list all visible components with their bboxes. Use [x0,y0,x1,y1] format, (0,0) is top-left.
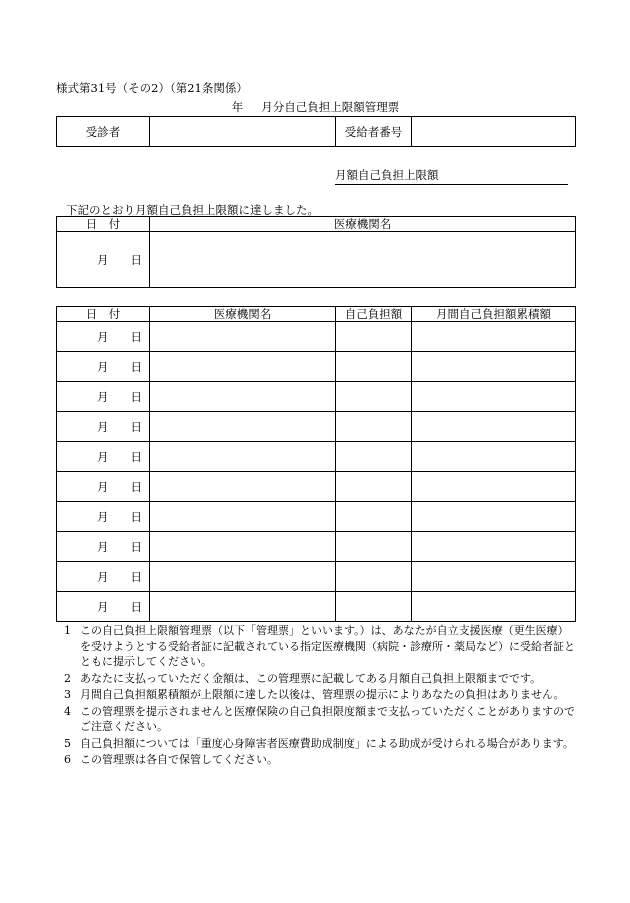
note-number: 1 [64,624,71,637]
log-cumulative-cell[interactable] [412,472,576,502]
log-institution-cell[interactable] [150,322,336,352]
note-item [56,623,575,670]
note-number: 3 [64,688,71,701]
table-row [57,322,576,352]
log-copay-cell[interactable] [336,352,412,382]
notice-text: 下記のとおり月額自己負担上限額に達しました。 [66,203,319,217]
log-institution-cell[interactable] [150,532,336,562]
day-label: 日 [130,509,142,524]
log-institution-cell[interactable] [150,502,336,532]
log-date-cell[interactable] [57,322,150,352]
log-cumulative-cell[interactable] [412,532,576,562]
day-label: 日 [130,359,142,374]
note-item [56,671,575,687]
table-row [57,352,576,382]
log-cumulative-cell[interactable] [412,352,576,382]
log-cumulative-cell[interactable] [412,442,576,472]
log-cumulative-cell[interactable] [412,502,576,532]
log-date-cell[interactable] [57,412,150,442]
day-label: 日 [130,252,142,267]
log-copay-cell[interactable] [336,442,412,472]
reached-date-cell[interactable] [57,232,150,288]
note-text: 月間自己負担額累積額が上限額に達した以後は、管理票の提示によりあなたの負担はありません。 [80,688,565,701]
log-institution-cell[interactable] [150,412,336,442]
note-text: この管理票は各自で保管してください。 [80,753,278,766]
reached-date-header: 日 付 [57,217,150,232]
month-label: 月 [97,449,109,464]
reached-institution-cell[interactable] [150,232,576,288]
log-copay-cell[interactable] [336,532,412,562]
note-item [56,687,575,703]
month-label: 月 [97,252,109,267]
table-row [57,502,576,532]
log-cumulative-cell[interactable] [412,382,576,412]
day-label: 日 [130,419,142,434]
note-text: この自己負担上限額管理票（以下「管理票」といいます。）は、あなたが自立支援医療（更生医療）を受けようとする受給者証に記載されている指定医療機関（病院・診療所・薬局など）に受給者証とともに提示してください。 [80,624,575,668]
reached-institution-header: 医療機関名 [150,217,576,232]
note-number: 5 [64,736,71,750]
log-date-cell[interactable] [57,472,150,502]
patient-field[interactable] [150,117,336,147]
day-label: 日 [130,329,142,344]
day-label: 日 [130,539,142,554]
recipient-number-field[interactable] [412,117,576,147]
day-label: 日 [130,569,142,584]
table-row [57,592,576,622]
log-copay-cell[interactable] [336,472,412,502]
note-text: この管理票を提示されませんと医療保険の自己負担限度額まで支払っていただくことがありますのでご注意ください。 [80,704,575,733]
month-label: 月 [97,569,109,584]
log-cumulative-cell[interactable] [412,412,576,442]
log-institution-cell[interactable] [150,382,336,412]
month-label: 月 [97,479,109,494]
day-label: 日 [130,449,142,464]
note-text: あなたに支払っていただく金額は、この管理票に記載してある月額自己負担上限額までです。 [80,671,542,685]
log-institution-header: 医療機関名 [150,307,336,322]
log-institution-cell[interactable] [150,562,336,592]
log-date-cell[interactable] [57,382,150,412]
table-row [57,382,576,412]
document-title [56,99,575,115]
log-cumulative-header: 月間自己負担額累積額 [412,307,576,322]
note-item [56,752,575,768]
log-institution-cell[interactable] [150,442,336,472]
log-date-header: 日 付 [57,307,150,322]
log-cumulative-cell[interactable] [412,322,576,352]
month-label: 月 [97,509,109,524]
patient-label: 受診者 [57,117,150,147]
patient-info-table [56,116,576,147]
month-label: 月 [97,539,109,554]
log-date-cell[interactable] [57,592,150,622]
month-label: 月 [97,419,109,434]
log-cumulative-cell[interactable] [412,592,576,622]
recipient-number-label: 受給者番号 [336,117,412,147]
log-copay-cell[interactable] [336,592,412,622]
log-copay-cell[interactable] [336,562,412,592]
day-label: 日 [130,599,142,614]
log-cumulative-cell[interactable] [412,562,576,592]
note-number: 4 [64,704,71,718]
table-row [57,412,576,442]
monthly-limit-label: 月額自己負担上限額 [335,167,568,185]
log-date-cell[interactable] [57,562,150,592]
log-date-cell[interactable] [57,442,150,472]
log-copay-cell[interactable] [336,382,412,412]
month-label: 月 [97,329,109,344]
log-date-cell[interactable] [57,532,150,562]
log-institution-cell[interactable] [150,592,336,622]
copay-log-table [56,306,576,622]
limit-reached-table [56,216,576,288]
note-number: 2 [64,671,71,685]
log-copay-header: 自己負担額 [336,307,412,322]
title-year: 年 [231,100,244,114]
log-institution-cell[interactable] [150,352,336,382]
month-label: 月 [97,599,109,614]
table-row [57,532,576,562]
notes-section [56,623,575,769]
log-copay-cell[interactable] [336,502,412,532]
table-row [57,472,576,502]
log-copay-cell[interactable] [336,322,412,352]
month-label: 月 [97,359,109,374]
note-text: 自己負担額については「重度心身障害者医療費助成制度」による助成が受けられる場合があります。 [80,736,574,750]
note-item [56,704,575,735]
log-date-cell[interactable] [57,352,150,382]
day-label: 日 [130,479,142,494]
form-code: 様式第31号（その2）（第21条関係） [56,81,248,95]
title-text: 月分自己負担上限額管理票 [261,100,400,114]
note-number: 6 [64,753,71,766]
note-item [56,736,575,752]
log-date-cell[interactable] [57,502,150,532]
log-copay-cell[interactable] [336,412,412,442]
day-label: 日 [130,389,142,404]
table-row [57,442,576,472]
log-institution-cell[interactable] [150,472,336,502]
month-label: 月 [97,389,109,404]
table-row [57,562,576,592]
